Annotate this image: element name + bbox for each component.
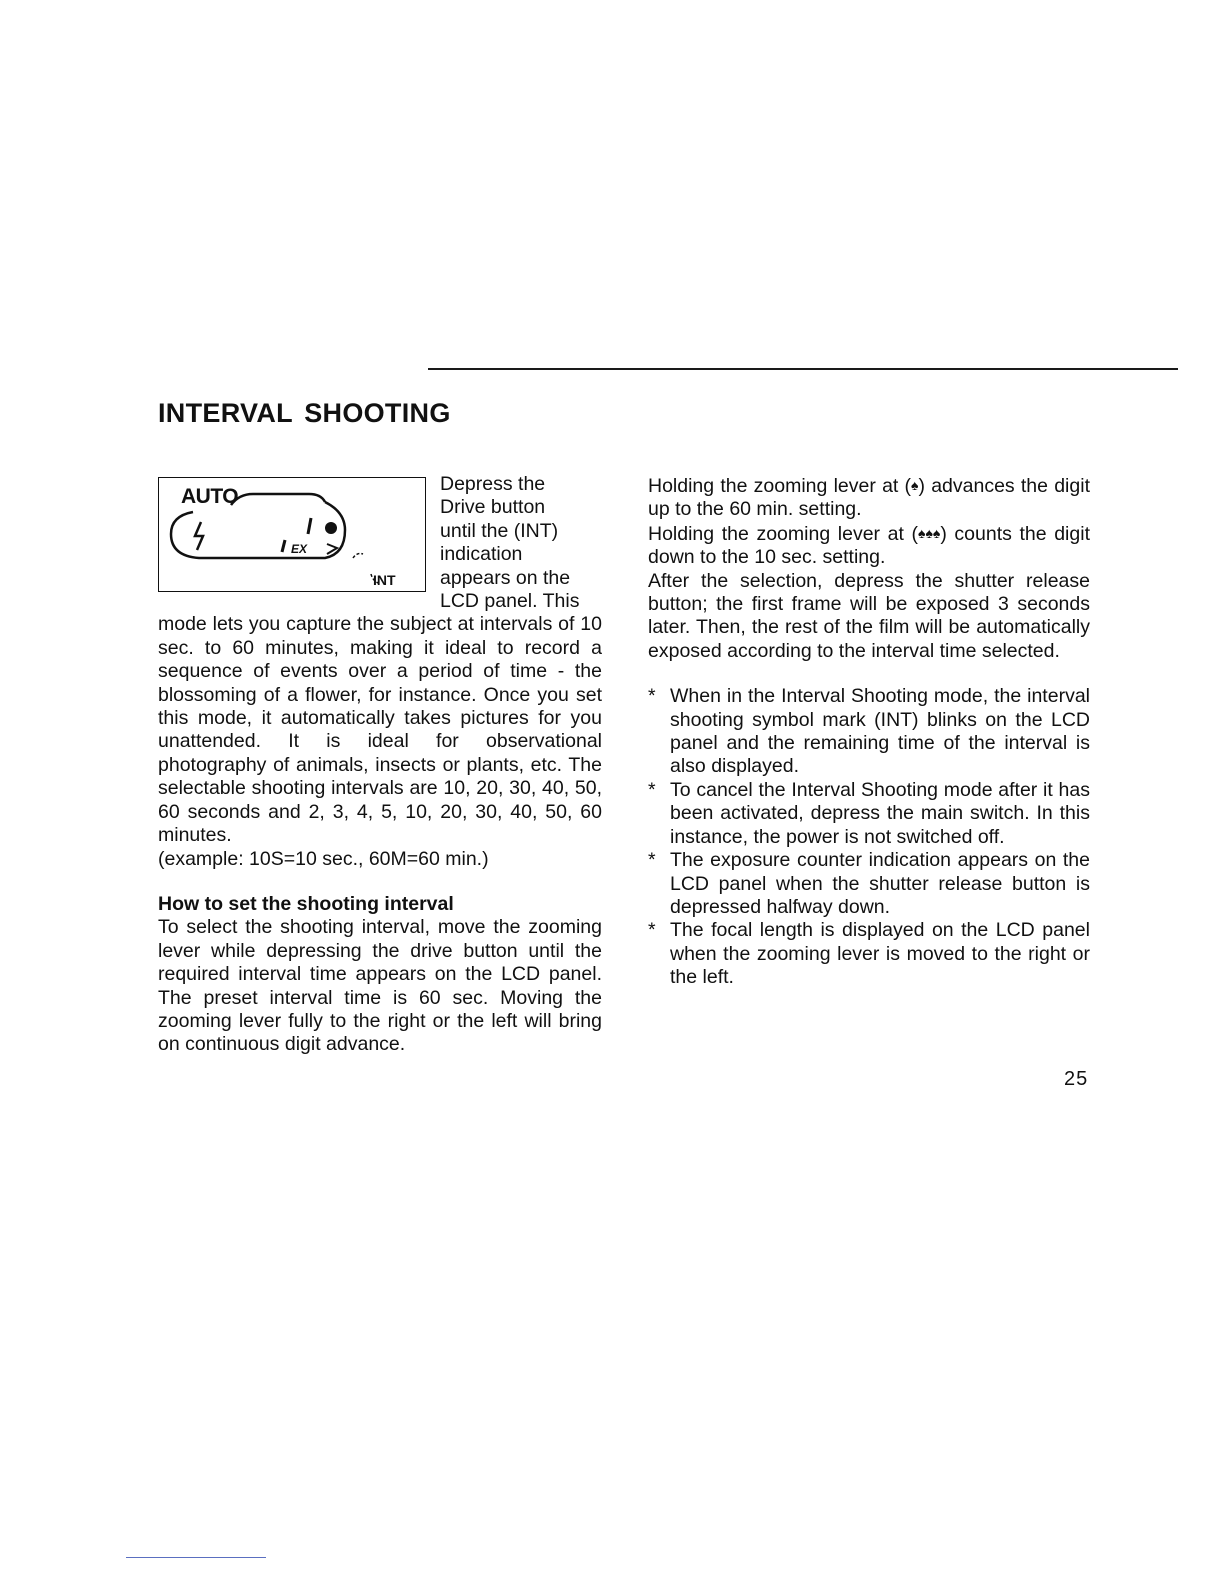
- note-item: [648, 849, 1090, 919]
- lcd-ex-label: EX: [291, 542, 308, 556]
- zoom-countdown-text-end: ) counts the digit down to the 10 sec. setting.: [648, 522, 1090, 569]
- note-text: The focal length is displayed on the LCD panel when the zooming lever is moved to the right or the left.: [670, 919, 1090, 989]
- flash-icon: [195, 522, 203, 550]
- lcd-top-arc: [231, 494, 325, 505]
- note-text: When in the Interval Shooting mode, the interval shooting symbol mark (INT) blinks on the LCD panel and the remaining time of the interval is also displayed.: [670, 685, 1090, 778]
- zoom-tele-icon: ♠: [911, 477, 919, 493]
- note-asterisk: *: [648, 919, 656, 942]
- intro-line: until the (INT): [440, 519, 559, 542]
- zoom-advance-paragraph: [648, 474, 1090, 522]
- note-asterisk: *: [648, 849, 656, 872]
- top-rule: [428, 368, 1178, 370]
- zoom-count-down-paragraph: [648, 522, 1090, 570]
- notes-list: [648, 685, 1090, 989]
- lcd-panel-figure: [158, 477, 426, 592]
- lcd-auto-label: AUTO: [181, 485, 239, 508]
- self-timer-icon: [325, 522, 337, 534]
- left-column: [158, 473, 602, 1057]
- note-text: To cancel the Interval Shooting mode after it has been activated, depress the main switch. In this instance, the power is not switched off.: [670, 778, 1090, 848]
- after-selection-paragraph: After the selection, depress the shutter release button; the first frame will be exposed 3 seconds later. Then, the rest of the film will be automatically exposed according to the interval time selected.: [648, 569, 1090, 662]
- page-number: 25: [1064, 1068, 1089, 1090]
- zoom-wide-icon: ♠♠♠: [918, 524, 941, 541]
- bottom-rule: [126, 1557, 266, 1558]
- intro-line: indication: [440, 543, 523, 566]
- set-interval-paragraph: To select the shooting interval, move the zooming lever while depressing the drive button until the required interval time appears on the LCD panel. The preset interval time is 60 sec. Moving the zooming lever fully to the right or the left will bring on continuous digit advance.: [158, 916, 602, 1056]
- exposure-bar-icon: [282, 540, 285, 552]
- zoom-advance-text-start: Holding the zooming lever at (: [648, 475, 912, 497]
- example-line: (example: 10S=10 sec., 60M=60 min.): [158, 847, 489, 870]
- note-asterisk: *: [648, 778, 656, 801]
- right-column: [648, 474, 1090, 990]
- lcd-int-label: INT: [373, 572, 396, 588]
- note-item: [648, 919, 1090, 989]
- note-asterisk: *: [648, 685, 656, 708]
- intro-line: Drive button: [440, 496, 546, 519]
- note-item: [648, 779, 1090, 849]
- redeye-icon: [308, 518, 311, 534]
- zoom-advance-text-end: ) advances the digit up to the 60 min. setting.: [648, 475, 1090, 521]
- note-item: [648, 685, 1090, 779]
- section-subheading: How to set the shooting interval: [158, 892, 454, 915]
- zoom-countdown-text-start: Holding the zooming lever at (: [648, 522, 919, 545]
- note-text: The exposure counter indication appears on the LCD panel when the shutter release button is depressed halfway down.: [670, 849, 1090, 918]
- intro-line: appears on the: [440, 566, 571, 589]
- intro-line: LCD panel. This: [440, 590, 580, 613]
- intro-paragraph: mode lets you capture the subject at intervals of 10 sec. to 60 minutes, making it ideal to record a sequence of events over a period of time - the blossoming of a flower, for instance. Once you set this mode, it automatically takes pictures for you unattended. It is ideal for observational photography of animals, insects or plants, etc. The selectable shooting intervals are 10, 20, 30, 40, 50, 60 seconds and 2, 3, 4, 5, 10, 20, 30, 40, 50, 60 minutes.: [158, 613, 602, 847]
- intro-line: Depress the: [440, 473, 546, 495]
- page-title: INTERVAL SHOOTING: [158, 398, 451, 428]
